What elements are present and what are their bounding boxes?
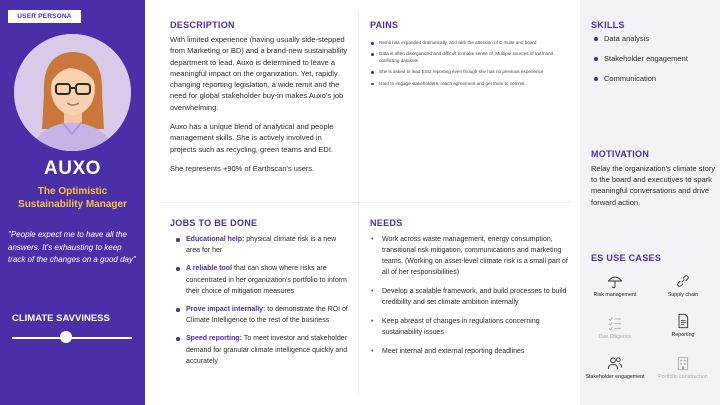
pains-title: PAINS (370, 20, 399, 30)
document-icon (675, 313, 691, 329)
motivation-section (591, 149, 716, 208)
savviness-slider-knob (60, 331, 72, 343)
job-item-heading: Prove impact internally: (186, 306, 266, 314)
use-case-stakeholder-engagement (585, 355, 645, 381)
use-case-label: Risk management (593, 292, 637, 298)
use-cases-section (591, 253, 716, 267)
persona-avatar (14, 34, 131, 151)
motivation-title: MOTIVATION (591, 149, 650, 159)
motivation-text: Relay the organization's climate story to the board and executives to spark meaningful conversations and drive forward action. (591, 164, 715, 207)
needs-title: NEEDS (370, 218, 403, 228)
use-cases-title: ES USE CASES (591, 253, 662, 263)
use-case-label: Portfolio construction (658, 374, 708, 380)
job-item (170, 263, 350, 297)
needs-section (370, 218, 570, 365)
pain-item: Data is often disorganized and difficult to make sense of. Multiple sources of truth and conflicting datasets (370, 51, 570, 64)
job-item-heading: Educational help: (186, 236, 245, 243)
job-item-text: to demonstrate the ROI of Climate Intelligence to the rest of the business (186, 306, 348, 325)
pain-item: Hard to engage stakeholders, reach agreement and get them to commit. (370, 81, 570, 87)
pain-item: Remit has expanded dramatically, and with the attention of C-Suite and board (370, 40, 570, 46)
job-item (170, 234, 350, 256)
description-title: DESCRIPTION (170, 20, 235, 30)
skill-item: Communication (591, 74, 716, 84)
climate-savviness-label: CLIMATE SAVVINESS (12, 313, 110, 324)
use-case-label: Due Diligence (598, 334, 632, 340)
need-item: • Keep abreast of changes in regulations concerning sustainability issues (370, 316, 570, 338)
description-section (170, 20, 350, 182)
skills-section (591, 20, 716, 94)
checklist-icon (607, 315, 623, 331)
description-paragraph: With limited experience (having usually side-stepped from Marketing or BD) and a brand-new sustainability department to lead, Auxo is determined to leave a meaningful impact on the organization. Yet, rapidly changing reporting legislation, a wide remit and the need for global stakeholder buy-in makes Auxo's job overwhelming. (170, 35, 348, 112)
people-icon (607, 355, 623, 371)
need-item: • Meet internal and external reporting deadlines (370, 346, 570, 357)
persona-subtitle: The Optimistic Sustainability Manager (18, 186, 127, 210)
use-case-reporting (653, 313, 713, 339)
use-case-supply-chain (653, 273, 713, 299)
job-item (170, 304, 350, 326)
pain-item: She is asked to lead ESG reporting even though she has no previous experience (370, 69, 570, 75)
jobs-title: JOBS TO BE DONE (170, 218, 258, 228)
need-item: • Work across waste management, energy consumption, transitional risk mitigation, communications and marketing teams. (Working on asset-level climate risk is a small part of all of her responsibilities) (370, 234, 570, 278)
savviness-slider-track (12, 337, 132, 339)
use-case-due-diligence (585, 315, 645, 341)
skill-item: Data analysis (591, 34, 716, 44)
use-case-risk-management (585, 273, 645, 299)
description-paragraph: She represents +90% of Earthscan's users. (170, 163, 315, 173)
need-item: • Develop a scalable framework, and build processes to build credibility and set climate ambition internally (370, 286, 570, 308)
job-item-heading: Speed reporting: (186, 335, 243, 343)
user-persona-badge: USER PERSONA (8, 10, 81, 23)
job-item-text: physical climate risk is a new area for her (186, 236, 337, 255)
skill-item: Stakeholder engagement (591, 54, 716, 64)
row-divider (160, 202, 570, 203)
skills-title: SKILLS (591, 20, 625, 30)
use-case-label: Supply chain (667, 292, 699, 298)
job-item-heading: A reliable tool (186, 265, 233, 273)
avatar-illustration-icon (14, 34, 131, 151)
persona-quote: "People expect me to have all the answers. It's exhausting to keep track of the changes on a good day" (8, 230, 136, 264)
use-case-label: Stakeholder engagement (585, 374, 645, 380)
umbrella-icon (607, 273, 623, 289)
jobs-section (170, 218, 350, 374)
description-paragraph: Auxo has a unique blend of analytical and people management skills. She is actively involved in projects such as recycling, green teams and EDI. (170, 122, 334, 154)
persona-name: AUXO (44, 158, 101, 179)
job-item (170, 333, 350, 367)
job-item-text: that can show where risks are concentrated in her organization's portfolio to inform their choice of mitigation measures (186, 265, 347, 295)
use-case-portfolio-construction (653, 355, 713, 381)
use-case-label: Reporting (671, 332, 695, 338)
building-icon (675, 355, 691, 371)
persona-sidebar (0, 0, 145, 405)
link-icon (675, 273, 691, 289)
job-item-text: To meet investor and stakeholder demand for granular climate intelligence quickly and accurately (186, 335, 348, 365)
pains-section (370, 20, 570, 92)
